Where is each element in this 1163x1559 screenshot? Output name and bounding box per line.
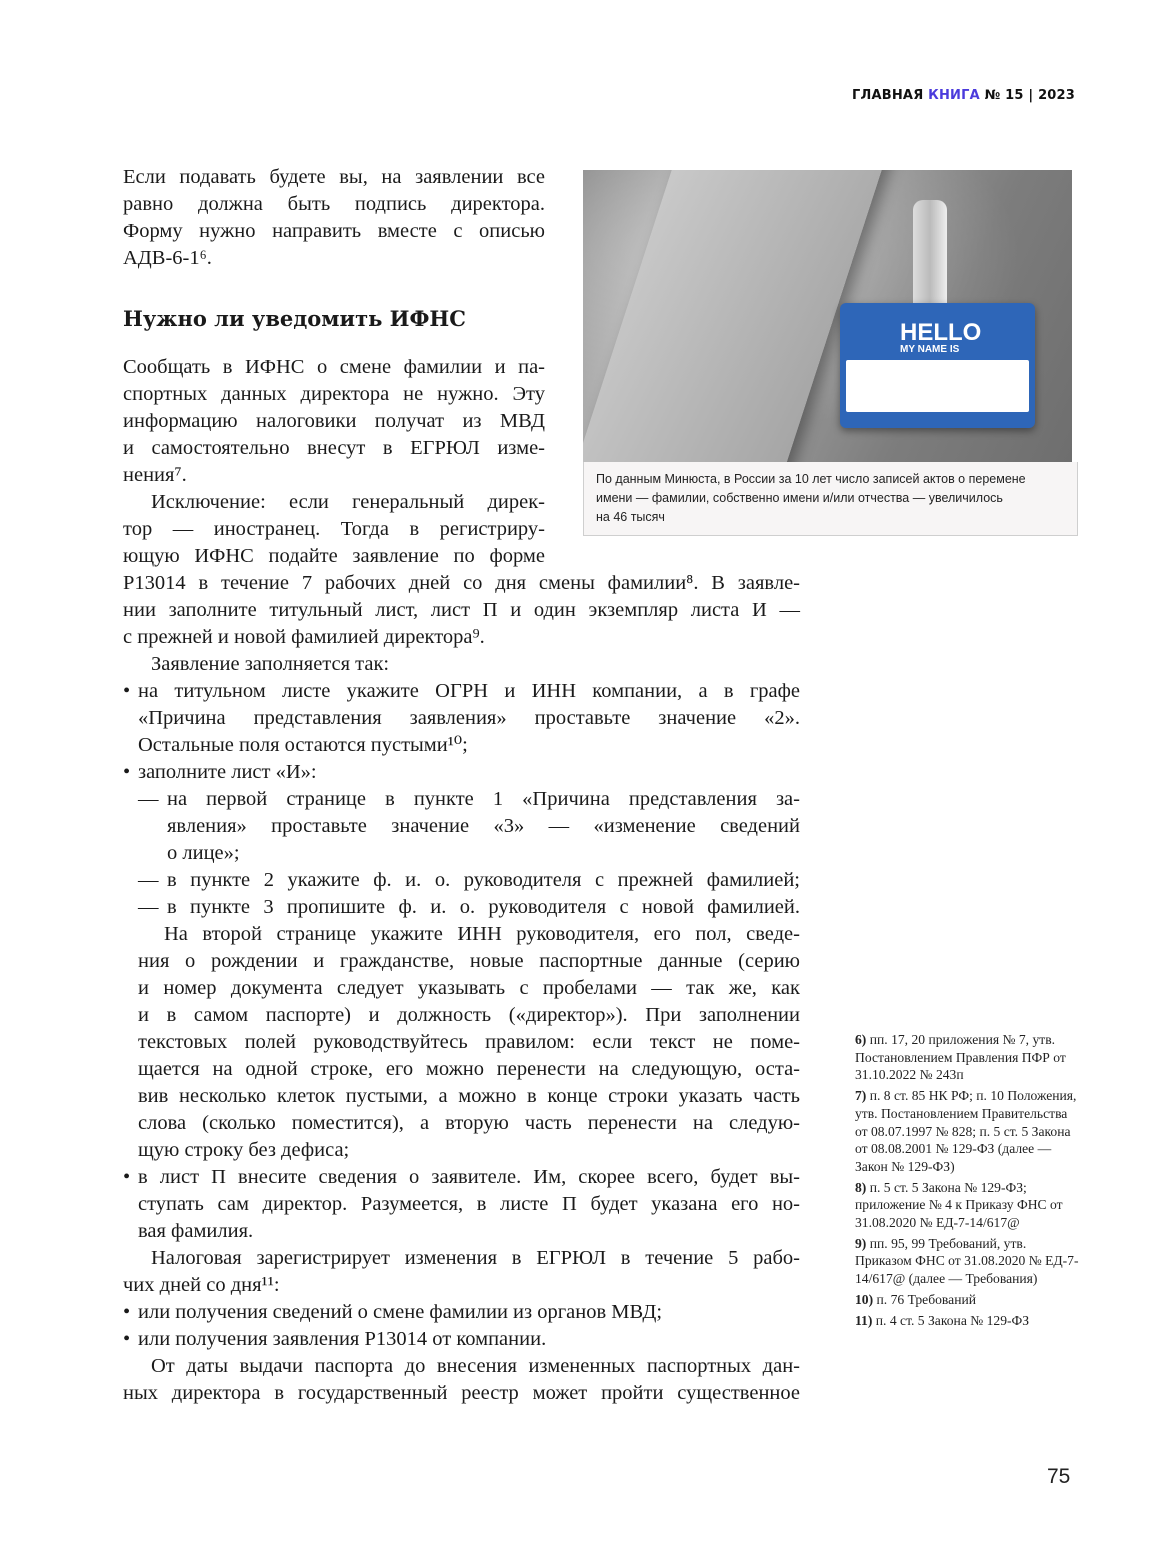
footnote-number: 10) [855, 1291, 874, 1307]
text-line: в лист П внесите сведения о заявителе. Им, скорее всего, будет вы- [138, 1166, 800, 1188]
footnote-text: п. 4 ст. 5 Закона № 129-ФЗ [875, 1312, 1030, 1328]
bullet-marker: • [123, 761, 131, 783]
dash-marker: — [138, 869, 159, 891]
text-line: АДВ-6-1⁶. [123, 247, 212, 269]
footnote-number: 11) [855, 1312, 873, 1328]
name-badge [840, 303, 1035, 428]
text-line: Остальные поля остаются пустыми¹⁰; [138, 734, 468, 756]
text-line: вив несколько клеток пустыми, а можно в конце строки указать часть [138, 1085, 800, 1107]
text-line: и номер документа следует указывать с пробелами — так же, как [138, 977, 800, 999]
text-line: ния о рождении и гражданстве, новые паспортные данные (серию [138, 950, 800, 972]
text-line: и самостоятельно внесут в ЕГРЮЛ изме- [123, 437, 545, 459]
footnote [855, 1291, 1080, 1309]
footnote [855, 1087, 1080, 1176]
text-line: спортных данных директора не нужно. Эту [123, 383, 545, 405]
caption-line: имени — фамилии, собственно имени и/или отчества — увеличилось [596, 491, 1003, 505]
text-line: «Причина представления заявления» проставьте значение «2». [138, 707, 800, 729]
text-line: или получения сведений о смене фамилии из органов МВД; [138, 1301, 663, 1323]
badge-hello: HELLO [900, 319, 982, 346]
text-line: Если подавать будете вы, на заявлении все [123, 166, 545, 188]
header-magazine-name: ГЛАВНАЯ [852, 88, 924, 103]
badge-blank-area [846, 360, 1029, 412]
text-line: нии заполните титульный лист, лист П и один экземпляр листа И — [123, 599, 800, 621]
text-line: Налоговая зарегистрирует изменения в ЕГРЮЛ в течение 5 рабо- [151, 1247, 800, 1269]
footnote-number: 7) [855, 1088, 867, 1104]
text-line: явления» проставьте значение «3» — «изменение сведений [167, 815, 800, 837]
badge-subtitle: MY NAME IS [900, 344, 960, 355]
photo-caption [583, 462, 1078, 536]
text-line: ступать сам директор. Разумеется, в листе П будет указана его но- [138, 1193, 800, 1215]
footnote-number: 9) [855, 1235, 867, 1251]
caption-line: на 46 тысяч [596, 510, 665, 524]
section-heading: Нужно ли уведомить ИФНС [123, 306, 466, 331]
page-number: 75 [1047, 1465, 1071, 1488]
text-line: щую строку без дефиса; [138, 1139, 350, 1161]
photo-name-badge [583, 170, 1072, 462]
footnote-text: пп. 95, 99 Требований, утв. Приказом ФНС от 31.08.2020 № ЕД-7-14/617@ (далее — Требования) [855, 1235, 1079, 1287]
text-line: ных директора в государственный реестр может пройти существенное [123, 1382, 800, 1404]
text-line: о лице»; [167, 842, 240, 864]
bullet-marker: • [123, 1301, 131, 1323]
footnote-text: п. 76 Требований [876, 1291, 977, 1307]
text-line: на первой странице в пункте 1 «Причина представления за- [167, 788, 800, 810]
dash-marker: — [138, 896, 159, 918]
text-line: Исключение: если генеральный дирек- [151, 491, 545, 513]
bullet-marker: • [123, 1166, 131, 1188]
footnote-number: 6) [855, 1032, 867, 1047]
bullet-marker: • [123, 1328, 131, 1350]
header-magazine-name-accent: КНИГА [928, 88, 980, 103]
header-issue: № 15 | 2023 [984, 88, 1076, 103]
text-line: в пункте 3 пропишите ф. и. о. руководителя с новой фамилией. [167, 896, 800, 918]
footnote-number: 8) [855, 1179, 867, 1195]
text-line: нения⁷. [123, 464, 187, 486]
text-line: слова (сколько поместится), а вторую часть перенести на следую- [138, 1112, 800, 1134]
text-line: или получения заявления Р13014 от компании. [138, 1328, 547, 1350]
footnote [855, 1235, 1080, 1288]
text-line: информацию налоговики получат из МВД [123, 410, 545, 432]
text-line: ющую ИФНС подайте заявление по форме [123, 545, 545, 567]
text-line: Р13014 в течение 7 рабочих дней со дня смены фамилии⁸. В заявле- [123, 572, 800, 594]
footnote [855, 1312, 1080, 1330]
bullet-marker: • [123, 680, 131, 702]
text-line: и в самом паспорте) и должность («директор»). При заполнении [138, 1004, 800, 1026]
badge-clip [913, 200, 947, 310]
footnotes [855, 1031, 1080, 1332]
text-line: Форму нужно направить вместе с описью [123, 220, 545, 242]
text-line: текстовых полей руководствуйтесь правилом: если текст не поме- [138, 1031, 800, 1053]
footnote-text: п. 5 ст. 5 Закона № 129-ФЗ; приложение № 4 к Приказу ФНС от 31.08.2020 № ЕД-7-14/617@ [855, 1179, 1063, 1231]
text-line: на титульном листе укажите ОГРН и ИНН компании, а в графе [138, 680, 800, 702]
running-header [852, 88, 1075, 103]
text-line: щается на одной строке, его можно перенести на следующую, оста- [138, 1058, 800, 1080]
caption-line: По данным Минюста, в России за 10 лет число записей актов о перемене [596, 472, 1026, 486]
text-line: чих дней со дня¹¹: [123, 1274, 280, 1296]
footnote [855, 1031, 1080, 1084]
text-line: От даты выдачи паспорта до внесения измененных паспортных дан- [151, 1355, 800, 1377]
footnote-text: пп. 17, 20 приложения № 7, утв. Постановлением Правления ПФР от 31.10.2022 № 243п [855, 1032, 1066, 1083]
text-line: заполните лист «И»: [138, 761, 317, 783]
text-line: Заявление заполняется так: [151, 653, 390, 675]
text-line: с прежней и новой фамилией директора⁹. [123, 626, 485, 648]
text-line: На второй странице укажите ИНН руководителя, его пол, сведе- [164, 923, 800, 945]
text-line: Сообщать в ИФНС о смене фамилии и па- [123, 356, 545, 378]
dash-marker: — [138, 788, 159, 810]
footnote-text: п. 8 ст. 85 НК РФ; п. 10 Положения, утв. Постановлением Правительства от 08.07.1997 № 828; п. 5 ст. 5 Закона от 08.08.2001 № 129-ФЗ (далее — Закон № 129-ФЗ) [855, 1088, 1077, 1174]
text-line: равно должна быть подпись директора. [123, 193, 545, 215]
text-line: вая фамилия. [138, 1220, 254, 1242]
footnote [855, 1179, 1080, 1232]
text-line: в пункте 2 укажите ф. и. о. руководителя с прежней фамилией; [167, 869, 800, 891]
text-line: тор — иностранец. Тогда в регистриру- [123, 518, 545, 540]
